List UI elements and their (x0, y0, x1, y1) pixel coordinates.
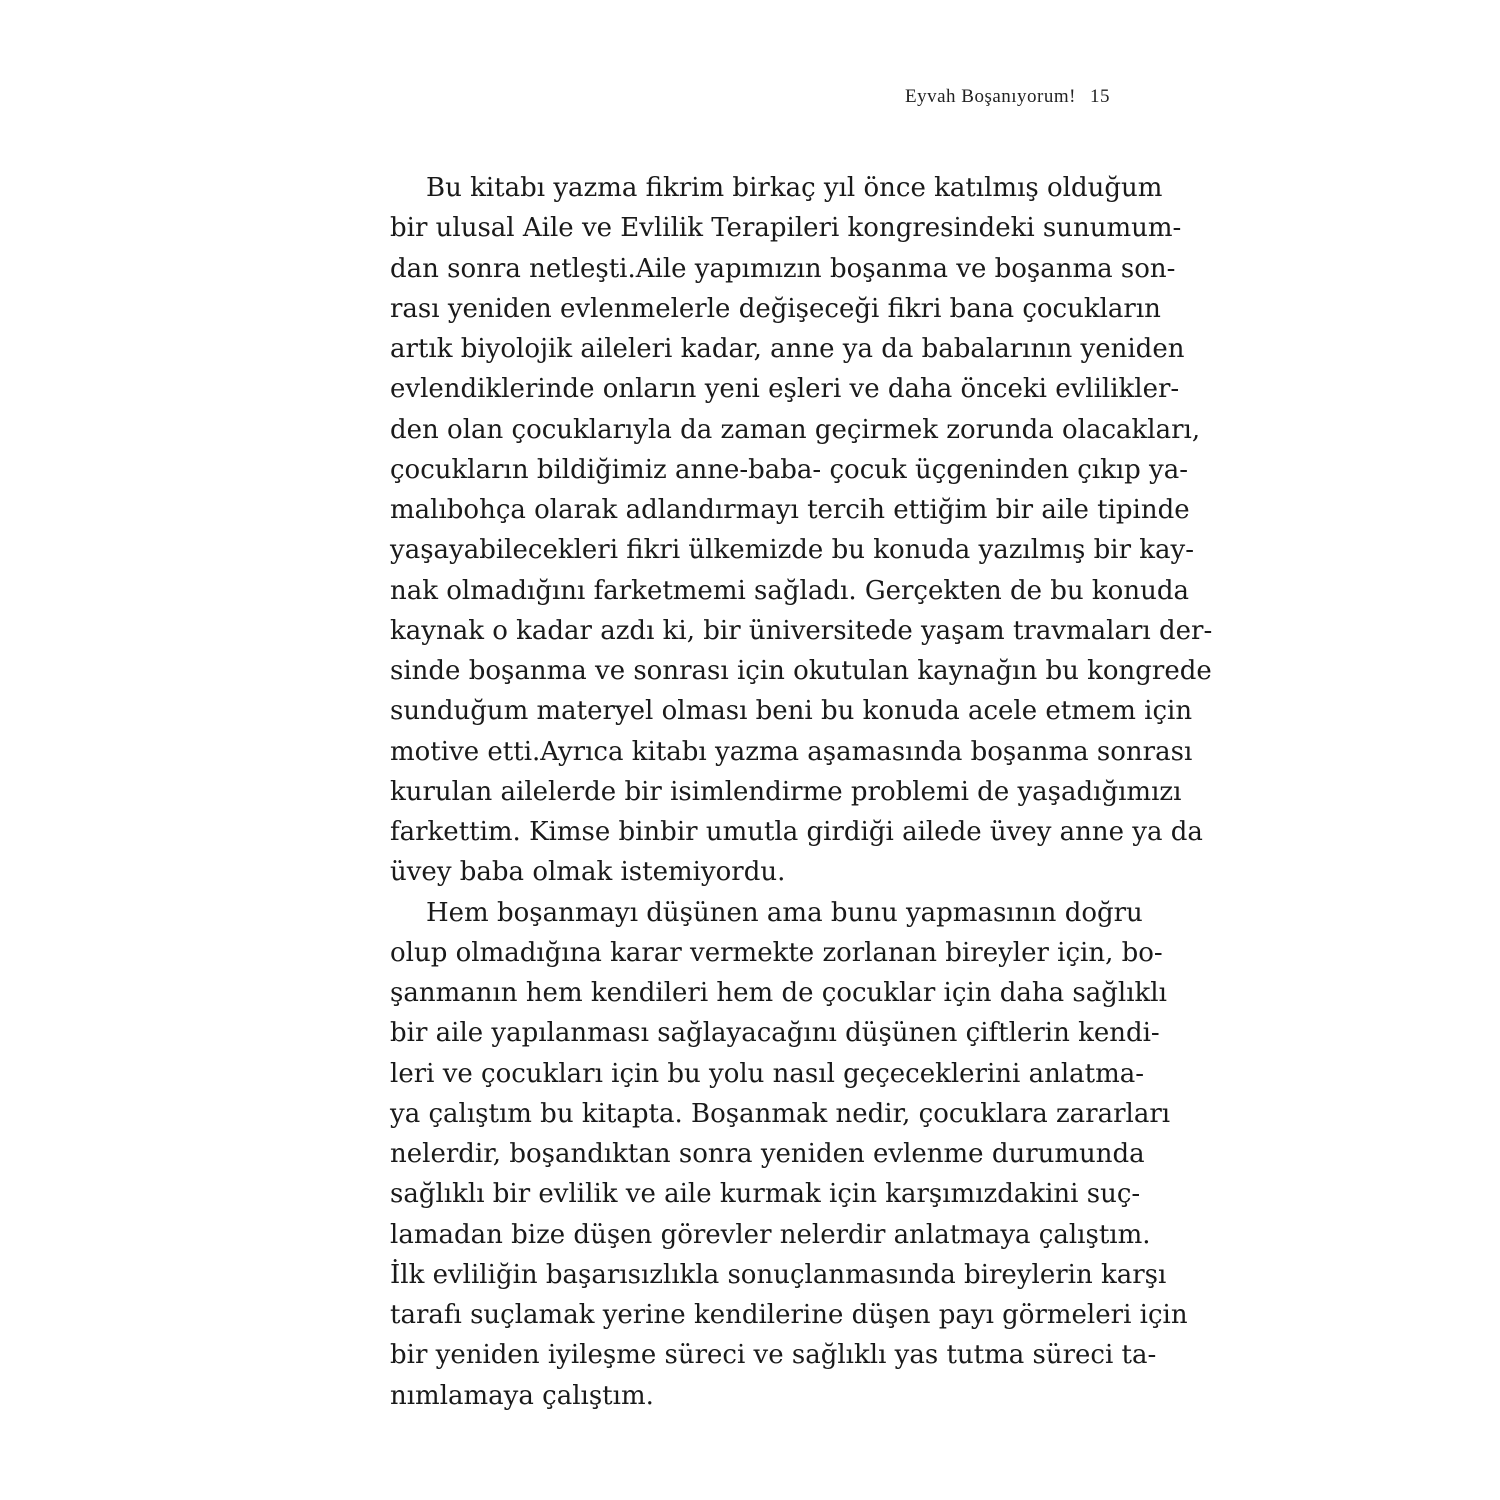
text-line: malıbohça olarak adlandırmayı tercih ettiğim bir aile tipinde (390, 495, 1190, 525)
book-title: Eyvah Boşanıyorum! (904, 86, 1076, 107)
text-line: lamadan bize düşen görevler nelerdir anlatmaya çalıştım. (390, 1219, 1151, 1250)
text-line: sağlıklı bir evlilik ve aile kurmak için karşımızdakini suç- (390, 1179, 1141, 1210)
text-line: çocukların bildiğimiz anne-baba- çocuk üçgeninden çıkıp ya- (390, 454, 1189, 485)
text-line: yaşayabilecekleri fikri ülkemizde bu konuda yazılmış bir kay- (390, 535, 1195, 566)
text-line: den olan çocuklarıyla da zaman geçirmek zorunda olacakları, (390, 414, 1201, 445)
text-line: nelerdir, boşandıktan sonra yeniden evlenme durumunda (390, 1139, 1145, 1169)
text-line: Bu kitabı yazma fikrim birkaç yıl önce katılmış olduğum (426, 173, 1163, 203)
text-line: kaynak o kadar azdı ki, bir üniversitede yaşam travmaları der- (390, 615, 1213, 646)
text-line: olup olmadığına karar vermekte zorlanan bireyler için, bo- (390, 937, 1163, 968)
body-text (390, 168, 1213, 1416)
text-line: nımlamaya çalıştım. (390, 1380, 654, 1411)
text-line: nak olmadığını farketmemi sağladı. Gerçekten de bu konuda (390, 575, 1189, 606)
text-line: rası yeniden evlenmelerle değişeceği fikri bana çocukların (390, 293, 1161, 324)
text-line: bir yeniden iyileşme süreci ve sağlıklı yas tutma süreci ta- (390, 1340, 1157, 1371)
running-header (360, 86, 1110, 108)
text-line: sinde boşanma ve sonrası için okutulan kaynağın bu kongrede (390, 656, 1212, 686)
text-line: farkettim. Kimse binbir umutla girdiği ailede üvey anne ya da (390, 817, 1203, 847)
text-line: sunduğum materyel olması beni bu konuda acele etmem için (390, 696, 1193, 727)
text-line: bir ulusal Aile ve Evlilik Terapileri kongresindeki sunumum- (390, 213, 1182, 244)
text-line: bir aile yapılanması sağlayacağını düşünen çiftlerin kendi- (390, 1018, 1160, 1049)
paragraph-2 (390, 893, 1188, 1416)
page-number: 15 (1090, 86, 1110, 107)
text-line: leri ve çocukları için bu yolu nasıl geçeceklerini anlatma- (390, 1058, 1145, 1089)
text-line: artık biyolojik aileleri kadar, anne ya da babalarının yeniden (390, 334, 1185, 364)
text-line: motive etti.Ayrıca kitabı yazma aşamasında boşanma sonrası (390, 736, 1193, 767)
text-line: İlk evliliğin başarısızlıkla sonuçlanmasında bireylerin karşı (390, 1259, 1167, 1290)
text-line: şanmanın hem kendileri hem de çocuklar için daha sağlıklı (390, 978, 1167, 1008)
text-line: Hem boşanmayı düşünen ama bunu yapmasının doğru (426, 897, 1143, 928)
text-line: üvey baba olmak istemiyordu. (390, 857, 786, 888)
text-line: evlendiklerinde onların yeni eşleri ve daha önceki evlilikler- (390, 374, 1180, 405)
text-line: kurulan ailelerde bir isimlendirme problemi de yaşadığımızı (390, 776, 1182, 807)
paragraph-1 (390, 168, 1213, 893)
text-line: tarafı suçlamak yerine kendilerine düşen payı görmeleri için (390, 1300, 1188, 1330)
text-line: ya çalıştım bu kitapta. Boşanmak nedir, çocuklara zararları (390, 1098, 1171, 1129)
text-line: dan sonra netleşti.Aile yapımızın boşanma ve boşanma son- (390, 253, 1176, 284)
